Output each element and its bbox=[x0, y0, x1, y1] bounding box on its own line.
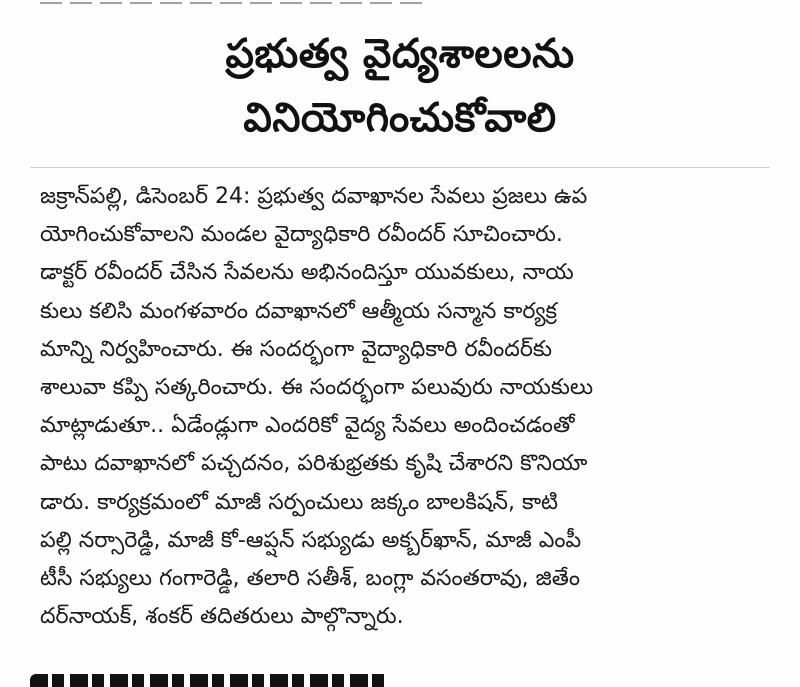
body-line: మాన్ని నిర్వహించారు. ఈ సందర్భంగా వైద్యాధికారి రవీందర్‌కు bbox=[40, 336, 552, 362]
body-line: పల్లి నర్సారెడ్డి, మాజీ కో-ఆప్షన్ సభ్యుడు అక్బర్‌ఖాన్, మాజీ ఎంపీ bbox=[40, 527, 582, 553]
body-line: డాక్టర్ రవీందర్ చేసిన సేవలను అభినందిస్తూ యువకులు, నాయ bbox=[40, 260, 574, 286]
cut-off-next-headline bbox=[30, 668, 390, 687]
body-line: మాట్లాడుతూ.. ఏడేండ్లుగా ఎందరికో వైద్య సేవలు అందించడంతో bbox=[40, 413, 575, 439]
article-headline bbox=[0, 22, 800, 150]
headline-line-1: ప్రభుత్వ వైద్యశాలలను bbox=[225, 31, 575, 77]
body-line: పాటు దవాఖానలో పచ్చదనం, పరిశుభ్రతకు కృషి చేశారని కొనియా bbox=[40, 451, 588, 477]
headline-divider bbox=[30, 167, 770, 168]
headline-line-2: వినియోగించుకోవాలి bbox=[243, 95, 557, 141]
body-line: శాలువా కప్పి సత్కరించారు. ఈ సందర్భంగా పలువురు నాయకులు bbox=[40, 375, 594, 401]
body-line: జక్రాన్‌పల్లి, డిసెంబర్ 24: ప్రభుత్వ దవాఖానల సేవలు ప్రజలు ఉప bbox=[40, 184, 588, 209]
body-line: కులు కలిసి మంగళవారం దవాఖానలో ఆత్మీయ సన్మాన కార్యక్ర bbox=[40, 298, 558, 324]
body-line: డారు. కార్యక్రమంలో మాజీ సర్పంచులు జక్కం బాలకిషన్, కాటి bbox=[40, 489, 559, 515]
cut-off-previous-line bbox=[40, 0, 430, 6]
body-line: దర్‌నాయక్, శంకర్ తదితరులు పాల్గొన్నారు. bbox=[40, 604, 404, 630]
article-body bbox=[40, 178, 775, 636]
body-line: టీసీ సభ్యులు గంగారెడ్డి, తలారి సతీశ్, బంగ్లా వసంతరావు, జితేం bbox=[40, 566, 580, 592]
body-line: యోగించుకోవాలని మండల వైద్యాధికారి రవీందర్ సూచించారు. bbox=[40, 222, 563, 248]
